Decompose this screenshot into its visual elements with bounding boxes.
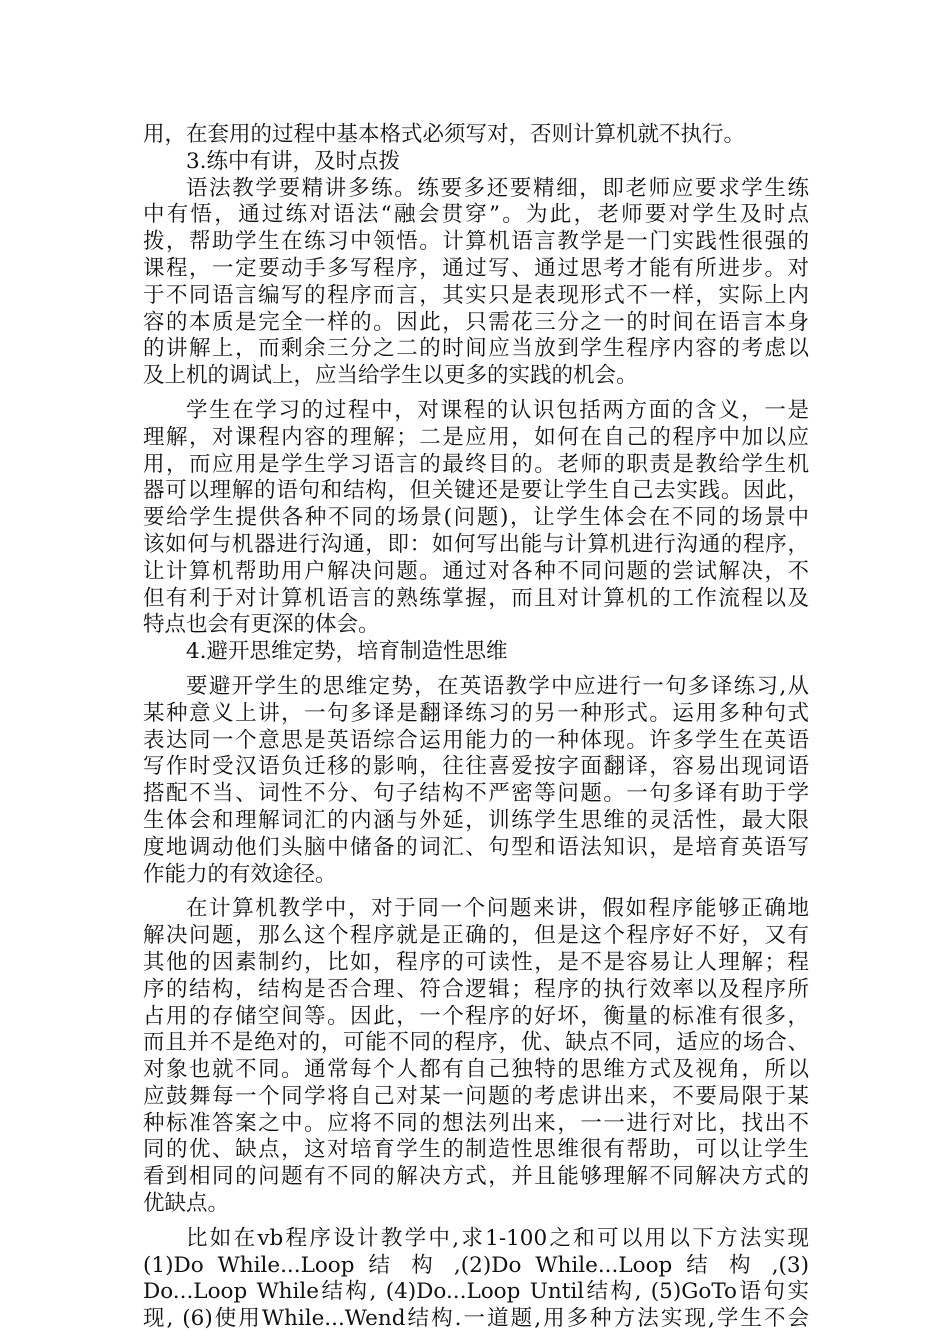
text-line: Do...Loop While结构, (4)Do...Loop Until结构, (5)GoTo语句实 bbox=[143, 1279, 809, 1305]
paragraph-gap bbox=[143, 666, 809, 674]
document-page bbox=[143, 122, 809, 1333]
text-line: 应鼓舞每一个同学将自己对某一问题的考虑讲出来，不要局限于某 bbox=[143, 1083, 809, 1109]
text-line: 对象也就不同。通常每个人都有自己独特的思维方式及视角，所以 bbox=[143, 1057, 809, 1083]
text-line: 其他的因素制约，比如，程序的可读性，是不是容易让人理解；程 bbox=[143, 949, 809, 975]
text-line: 序的结构，结构是否合理、符合逻辑；程序的执行效率以及程序所 bbox=[143, 976, 809, 1002]
text-line: 要给学生提供各种不同的场景(问题)，让学生体会在不同的场景中 bbox=[143, 505, 809, 531]
text-line: 中有悟，通过练对语法“融会贯穿”。为此，老师要对学生及时点 bbox=[143, 202, 809, 228]
text-line: 拨，帮助学生在练习中领悟。计算机语言教学是一门实践性很强的 bbox=[143, 229, 809, 255]
text-line: 容的本质是完全一样的。因此，只需花三分之一的时间在语言本身 bbox=[143, 309, 809, 335]
text-line: 语法教学要精讲多练。练要多还要精细，即老师应要求学生练 bbox=[186, 175, 809, 201]
text-line: 占用的存储空间等。因此，一个程序的好坏，衡量的标准有很多， bbox=[143, 1003, 809, 1029]
text-line: 而且并不是绝对的，可能不同的程序，优、缺点不同，适应的场合、 bbox=[143, 1030, 809, 1056]
text-line: 但有利于对计算机语言的熟练掌握，而且对计算机的工作流程以及 bbox=[143, 585, 809, 611]
text-line: 让计算机帮助用户解决问题。通过对各种不同问题的尝试解决，不 bbox=[143, 558, 809, 584]
text-line: 的讲解上，而剩余三分之二的时间应当放到学生程序内容的考虑以 bbox=[143, 336, 809, 362]
text-line: 该如何与机器进行沟通，即：如何写出能与计算机进行沟通的程序， bbox=[143, 531, 809, 557]
paragraph-gap bbox=[143, 888, 809, 896]
text-line: 比如在vb程序设计教学中,求1-100之和可以用以下方法实现 bbox=[186, 1225, 809, 1251]
text-line: (1)Do While...Loop 结 构 ,(2)Do While...Loop 结 构 ,(3) bbox=[143, 1252, 809, 1278]
text-line: 解决问题，那么这个程序就是正确的，但是这个程序好不好，又有 bbox=[143, 923, 809, 949]
paragraph-gap bbox=[143, 390, 809, 398]
text-line: 同的优、缺点，这对培育学生的制造性思维很有帮助，可以让学生 bbox=[143, 1137, 809, 1163]
text-line: 特点也会有更深的体会。 bbox=[143, 612, 380, 638]
text-line: 用，在套用的过程中基本格式必须写对，否则计算机就不执行。 bbox=[143, 122, 746, 147]
text-line: 器可以理解的语句和结构，但关键还是要让学生自己去实践。因此， bbox=[143, 478, 809, 504]
text-line: 搭配不当、词性不分、句子结构不严密等问题。一句多译有助于学 bbox=[143, 781, 809, 807]
text-line: 课程，一定要动手多写程序，通过写、通过思考才能有所进步。对 bbox=[143, 255, 809, 281]
section-heading: 3.练中有讲，及时点拨 bbox=[186, 148, 401, 174]
text-line: 在计算机教学中，对于同一个问题来讲，假如程序能够正确地 bbox=[186, 896, 809, 922]
text-line: 及上机的调试上，应当给学生以更多的实践的机会。 bbox=[143, 363, 638, 389]
text-line: 作能力的有效途径。 bbox=[143, 861, 337, 887]
text-line: 写作时受汉语负迁移的影响，往往喜爱按字面翻译，容易出现词语 bbox=[143, 754, 809, 780]
text-line: 度地调动他们头脑中储备的词汇、句型和语法知识，是培育英语写 bbox=[143, 834, 809, 860]
text-line: 表达同一个意思是英语综合运用能力的一种体现。许多学生在英语 bbox=[143, 727, 809, 753]
paragraph-gap bbox=[143, 1218, 809, 1226]
text-line: 学生在学习的过程中，对课程的认识包括两方面的含义，一是 bbox=[186, 397, 809, 423]
text-line: 用，而应用是学生学习语言的最终目的。老师的职责是教给学生机 bbox=[143, 451, 809, 477]
text-line: 于不同语言编写的程序而言，其实只是表现形式不一样，实际上内 bbox=[143, 282, 809, 308]
text-line: 种标准答案之中。应将不同的想法列出来，一一进行对比，找出不 bbox=[143, 1110, 809, 1136]
text-line: 生体会和理解词汇的内涵与外延，训练学生思维的灵活性，最大限 bbox=[143, 807, 809, 833]
text-line: 要避开学生的思维定势，在英语教学中应进行一句多译练习,从 bbox=[186, 673, 809, 699]
text-line: 优缺点。 bbox=[143, 1191, 230, 1217]
text-line: 现, (6)使用While...Wend结构.一道题,用多种方法实现,学生不会 bbox=[143, 1306, 809, 1332]
text-line: 看到相同的问题有不同的解决方式，并且能够理解不同解决方式的 bbox=[143, 1164, 809, 1190]
text-line: 某种意义上讲，一句多译是翻译练习的另一种形式。运用多种句式 bbox=[143, 700, 809, 726]
section-heading: 4.避开思维定势，培育制造性思维 bbox=[186, 639, 508, 665]
text-line: 理解，对课程内容的理解；二是应用，如何在自己的程序中加以应 bbox=[143, 424, 809, 450]
